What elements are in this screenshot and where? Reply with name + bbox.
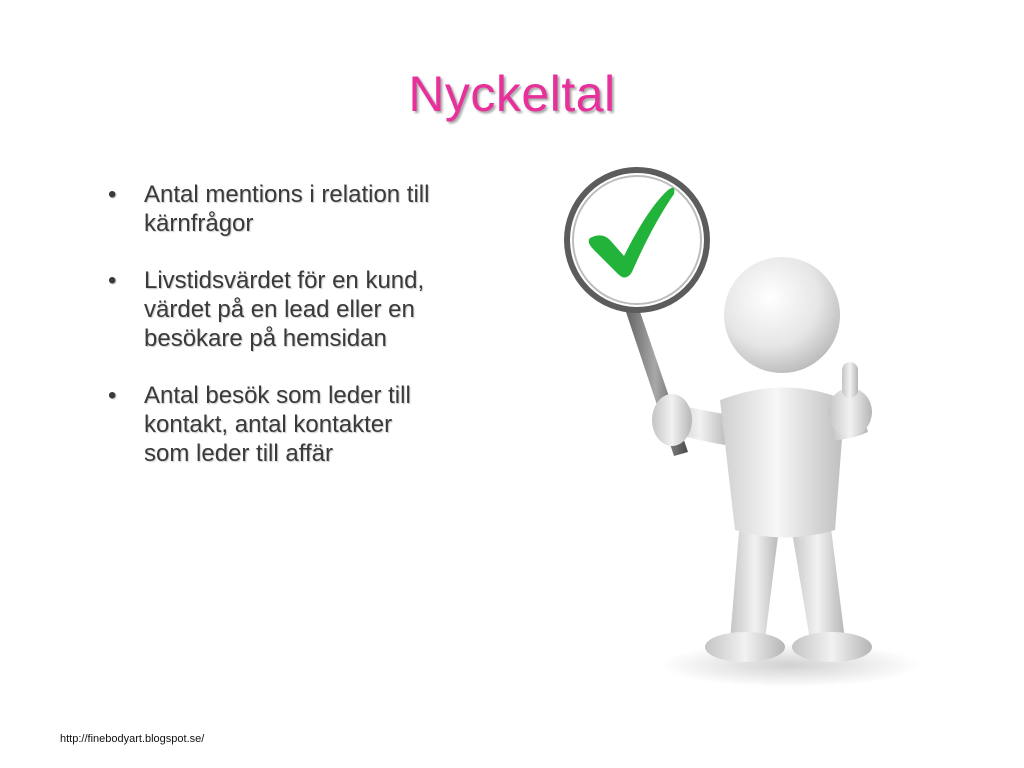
slide-title: Nyckeltal [408, 66, 616, 122]
left-foot [705, 632, 785, 662]
bullet-list [108, 180, 438, 496]
left-hand [652, 394, 692, 446]
bullet-item [108, 180, 438, 238]
bullet-dot: • [108, 267, 117, 294]
bullet-item [108, 381, 438, 468]
bullet-dot: • [108, 382, 117, 409]
head [724, 257, 840, 373]
torso [720, 388, 845, 538]
bullet-item [108, 266, 438, 353]
right-foot [792, 632, 872, 662]
checkmark-sign [567, 170, 707, 310]
bullet-text: Antal mentions i relation till kärnfrågor [144, 181, 430, 237]
bullet-text: Livstidsvärdet för en kund, värdet på en lead eller en besökare på hemsidan [144, 267, 425, 352]
person-with-checkmark-sign-illustration [540, 150, 940, 710]
bullet-dot: • [108, 181, 117, 208]
source-credit: http://finebodyart.blogspot.se/ [60, 733, 205, 745]
thumb-up [842, 362, 858, 398]
bullet-text: Antal besök som leder till kontakt, antal kontakter som leder till affär [144, 382, 411, 467]
right-leg [790, 520, 845, 640]
left-leg [730, 520, 780, 640]
ground-shadow [660, 643, 920, 687]
